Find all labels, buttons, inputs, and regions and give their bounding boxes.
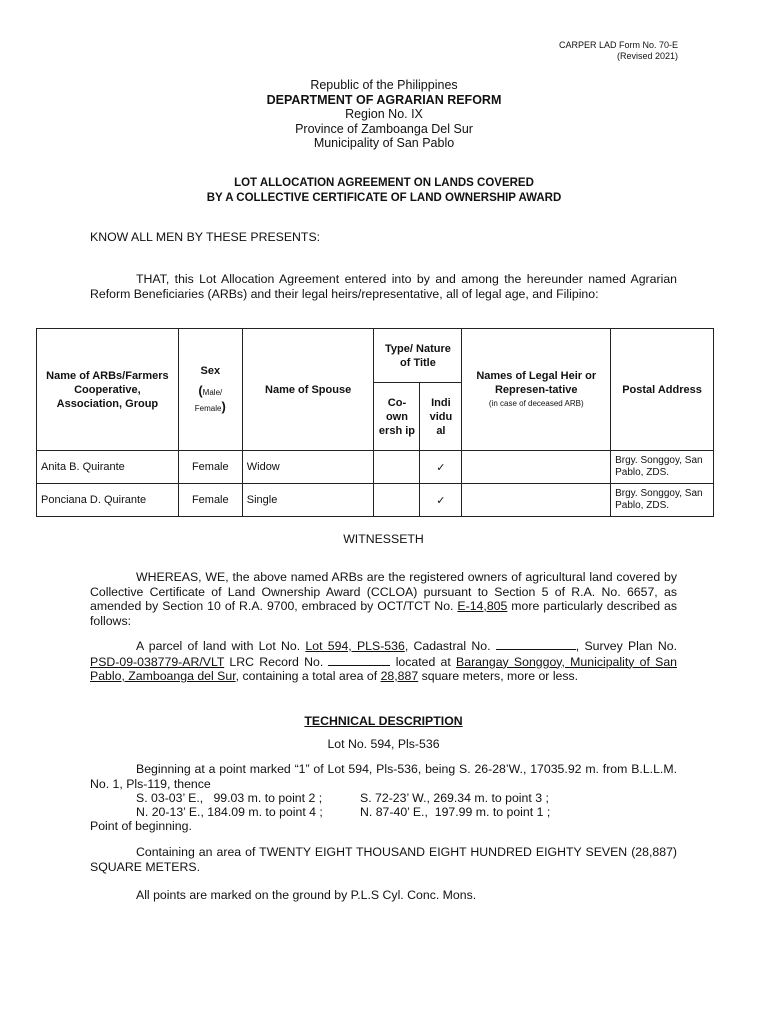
header-heir-label: Names of Legal Heir or Represen-tative — [476, 369, 597, 396]
cell-address: Brgy. Songgoy, San Pablo, ZDS. — [611, 484, 714, 517]
containing-paragraph: Containing an area of TWENTY EIGHT THOUSAND EIGHT HUNDRED EIGHTY SEVEN (28,887) SQUARE METERS. — [90, 845, 677, 874]
parcel-text: A parcel of land with Lot No. — [136, 639, 306, 653]
whereas-text: WHEREAS, WE, the above named ARBs are the registered owners of agricultural land covered by Collective Certificate of Land Ownership Award (CCLOA) pursuant to Section 5 of R.A. No. 6657, as amended by Section 10 of R.A. 9700, embraced by OCT/TCT No. — [90, 570, 677, 613]
lrc-record-blank — [328, 654, 390, 666]
table-row — [37, 451, 714, 484]
survey-plan-number: PSD-09-038779-AR/VLT — [90, 654, 225, 669]
that-paragraph: THAT, this Lot Allocation Agreement entered into by and among the hereunder named Agrarian Reform Beneficiaries (ARBs) and their legal heirs/representative, all of legal age, and Filipino: — [90, 272, 677, 301]
checkmark-icon: ✓ — [420, 484, 462, 517]
cell-heir — [462, 451, 611, 484]
whereas-text-end: more particularly described as follows: — [90, 599, 677, 628]
whereas-paragraph — [90, 570, 677, 628]
bearing-1a: S. 03-03’ E., 99.03 m. to point 2 ; — [136, 791, 323, 805]
parcel-location: Barangay Songgoy, Municipality of San Pablo, Zamboanga del Sur — [90, 654, 677, 683]
form-revision: (Revised 2021) — [616, 51, 678, 61]
parcel-paragraph — [90, 638, 677, 684]
table-row — [37, 484, 714, 517]
bearing-2a: N. 20-13’ E., 184.09 m. to point 4 ; — [136, 805, 323, 819]
bearing-2b: N. 87-40’ E., 197.99 m. to point 1 ; — [360, 805, 551, 819]
parcel-area: 28,887 — [380, 669, 419, 683]
parcel-text: LRC Record No. — [224, 654, 329, 669]
header-co-ownership: Co-own ersh ip — [374, 383, 420, 451]
region-line: Region No. IX — [345, 107, 423, 121]
municipality-line: Municipality of San Pablo — [313, 136, 455, 150]
document-title — [0, 176, 768, 205]
parcel-text: , Cadastral No. — [404, 639, 496, 653]
header-sex-close: ) — [221, 398, 226, 414]
witnesseth-heading: WITNESSETH — [343, 532, 424, 546]
technical-description-heading — [90, 714, 677, 729]
cell-sex: Female — [178, 484, 242, 517]
header-spouse: Name of Spouse — [242, 329, 374, 451]
arb-table — [36, 328, 714, 517]
republic-line: Republic of the Philippines — [310, 78, 458, 92]
parcel-text: , containing a total area of — [235, 669, 381, 683]
title-line-1: LOT ALLOCATION AGREEMENT ON LANDS COVERED — [234, 177, 534, 189]
header-heir-sub: (in case of deceased ARB) — [488, 398, 584, 408]
parcel-text: square meters, more or less. — [418, 669, 579, 683]
cell-sex: Female — [178, 451, 242, 484]
cadastral-blank — [496, 638, 576, 650]
header-sex-sub: Male/ Female — [194, 387, 223, 413]
cell-spouse: Single — [242, 484, 374, 517]
cell-name: Anita B. Quirante — [37, 451, 179, 484]
header-sex-open: ( — [198, 382, 203, 398]
title-line-2: BY A COLLECTIVE CERTIFICATE OF LAND OWNERSHIP AWARD — [206, 191, 562, 204]
document-header — [0, 78, 768, 151]
cell-co-ownership — [374, 451, 420, 484]
point-of-beginning: Point of beginning. — [90, 819, 192, 833]
header-address: Postal Address — [611, 329, 714, 451]
form-number-text: CARPER LAD Form No. 70-E — [558, 40, 678, 50]
oct-number: E-14,805 — [457, 599, 508, 613]
cell-spouse: Widow — [242, 451, 374, 484]
cell-heir — [462, 484, 611, 517]
form-number — [559, 40, 678, 62]
technical-beginning: Beginning at a point marked “1” of Lot 594, Pls-536, being S. 26-28’W., 17035.92 m. from B.L.L.M. No. 1, Pls-119, thence — [90, 762, 677, 791]
header-type: Type/ Nature of Title — [374, 329, 462, 383]
marked-paragraph: All points are marked on the ground by P.L.S Cyl. Conc. Mons. — [136, 888, 477, 902]
header-sex-label: Sex — [200, 364, 221, 377]
technical-lot: Lot No. 594, Pls-536 — [327, 737, 440, 751]
header-individual: Indi vidu al — [420, 383, 462, 451]
header-name: Name of ARBs/Farmers Cooperative, Association, Group — [37, 329, 179, 451]
lot-number: Lot 594, PLS-536 — [305, 639, 405, 653]
technical-heading-text: TECHNICAL DESCRIPTION — [304, 714, 463, 728]
cell-co-ownership — [374, 484, 420, 517]
header-heir — [462, 329, 611, 451]
bearing-1b: S. 72-23’ W., 269.34 m. to point 3 ; — [360, 791, 549, 805]
province-line: Province of Zamboanga Del Sur — [295, 121, 473, 136]
cell-name: Ponciana D. Quirante — [37, 484, 179, 517]
header-sex — [178, 329, 242, 451]
parcel-text: , Survey Plan No. — [575, 639, 677, 653]
parcel-text: located at — [390, 654, 457, 669]
department-line: DEPARTMENT OF AGRARIAN REFORM — [266, 92, 502, 107]
checkmark-icon: ✓ — [420, 451, 462, 484]
know-all-men: KNOW ALL MEN BY THESE PRESENTS: — [90, 230, 321, 244]
cell-address: Brgy. Songgoy, San Pablo, ZDS. — [611, 451, 714, 484]
